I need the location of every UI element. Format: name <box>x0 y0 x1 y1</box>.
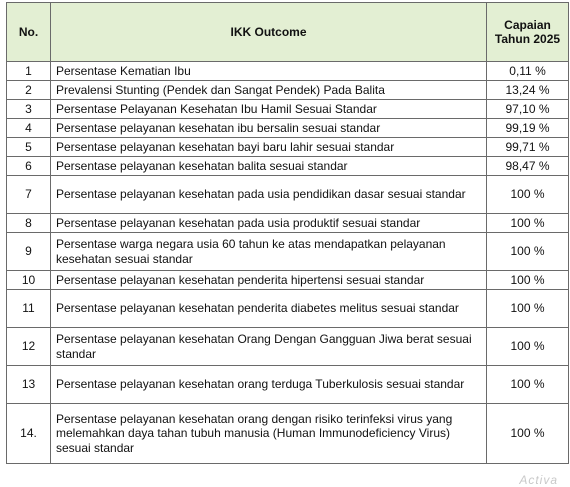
table-row <box>7 138 569 157</box>
table-row <box>7 271 569 290</box>
row-capaian: 99,71 % <box>487 138 569 157</box>
row-outcome: Persentase pelayanan kesehatan bayi baru lahir sesuai standar <box>51 138 487 157</box>
table-row <box>7 404 569 464</box>
table-row <box>7 119 569 138</box>
row-outcome: Persentase pelayanan kesehatan orang dengan risiko terinfeksi virus yang melemahkan daya tahan tubuh manusia (Human Immunodeficiency Virus) sesuai standar <box>51 404 487 464</box>
row-capaian: 99,19 % <box>487 119 569 138</box>
ikk-outcome-table <box>6 2 569 464</box>
row-capaian: 98,47 % <box>487 157 569 176</box>
row-capaian: 97,10 % <box>487 100 569 119</box>
table-row <box>7 81 569 100</box>
row-outcome: Persentase pelayanan kesehatan ibu bersalin sesuai standar <box>51 119 487 138</box>
row-capaian: 100 % <box>487 366 569 404</box>
table-row <box>7 366 569 404</box>
row-capaian: 100 % <box>487 328 569 366</box>
row-capaian: 100 % <box>487 214 569 233</box>
row-number: 12 <box>7 328 51 366</box>
table-row <box>7 62 569 81</box>
row-outcome: Persentase pelayanan kesehatan balita sesuai standar <box>51 157 487 176</box>
row-number: 3 <box>7 100 51 119</box>
row-capaian: 100 % <box>487 290 569 328</box>
row-number: 2 <box>7 81 51 100</box>
header-ikk-outcome: IKK Outcome <box>51 3 487 62</box>
row-outcome: Persentase warga negara usia 60 tahun ke atas mendapatkan pelayanan kesehatan sesuai standar <box>51 233 487 271</box>
row-outcome: Persentase pelayanan kesehatan pada usia pendidikan dasar sesuai standar <box>51 176 487 214</box>
row-capaian: 0,11 % <box>487 62 569 81</box>
row-outcome: Persentase pelayanan kesehatan penderita diabetes melitus sesuai standar <box>51 290 487 328</box>
row-capaian: 100 % <box>487 271 569 290</box>
row-number: 7 <box>7 176 51 214</box>
header-capaian: Capaian Tahun 2025 <box>487 3 569 62</box>
row-outcome: Persentase pelayanan kesehatan Orang Dengan Gangguan Jiwa berat sesuai standar <box>51 328 487 366</box>
row-capaian: 100 % <box>487 233 569 271</box>
table-header-row <box>7 3 569 62</box>
table-row <box>7 233 569 271</box>
row-number: 11 <box>7 290 51 328</box>
activate-watermark: Activa <box>519 473 558 487</box>
row-outcome: Persentase pelayanan kesehatan pada usia produktif sesuai standar <box>51 214 487 233</box>
row-number: 8 <box>7 214 51 233</box>
row-number: 14. <box>7 404 51 464</box>
row-outcome: Persentase Kematian Ibu <box>51 62 487 81</box>
table-row <box>7 290 569 328</box>
row-outcome: Persentase pelayanan kesehatan penderita hipertensi sesuai standar <box>51 271 487 290</box>
table-row <box>7 157 569 176</box>
row-outcome: Persentase Pelayanan Kesehatan Ibu Hamil Sesuai Standar <box>51 100 487 119</box>
row-number: 6 <box>7 157 51 176</box>
row-number: 1 <box>7 62 51 81</box>
row-outcome: Persentase pelayanan kesehatan orang terduga Tuberkulosis sesuai standar <box>51 366 487 404</box>
row-capaian: 13,24 % <box>487 81 569 100</box>
row-number: 5 <box>7 138 51 157</box>
row-number: 4 <box>7 119 51 138</box>
row-capaian: 100 % <box>487 404 569 464</box>
table-row <box>7 176 569 214</box>
table-row <box>7 214 569 233</box>
table-row <box>7 328 569 366</box>
row-number: 13 <box>7 366 51 404</box>
header-no: No. <box>7 3 51 62</box>
row-number: 10 <box>7 271 51 290</box>
row-capaian: 100 % <box>487 176 569 214</box>
table-row <box>7 100 569 119</box>
row-outcome: Prevalensi Stunting (Pendek dan Sangat Pendek) Pada Balita <box>51 81 487 100</box>
row-number: 9 <box>7 233 51 271</box>
